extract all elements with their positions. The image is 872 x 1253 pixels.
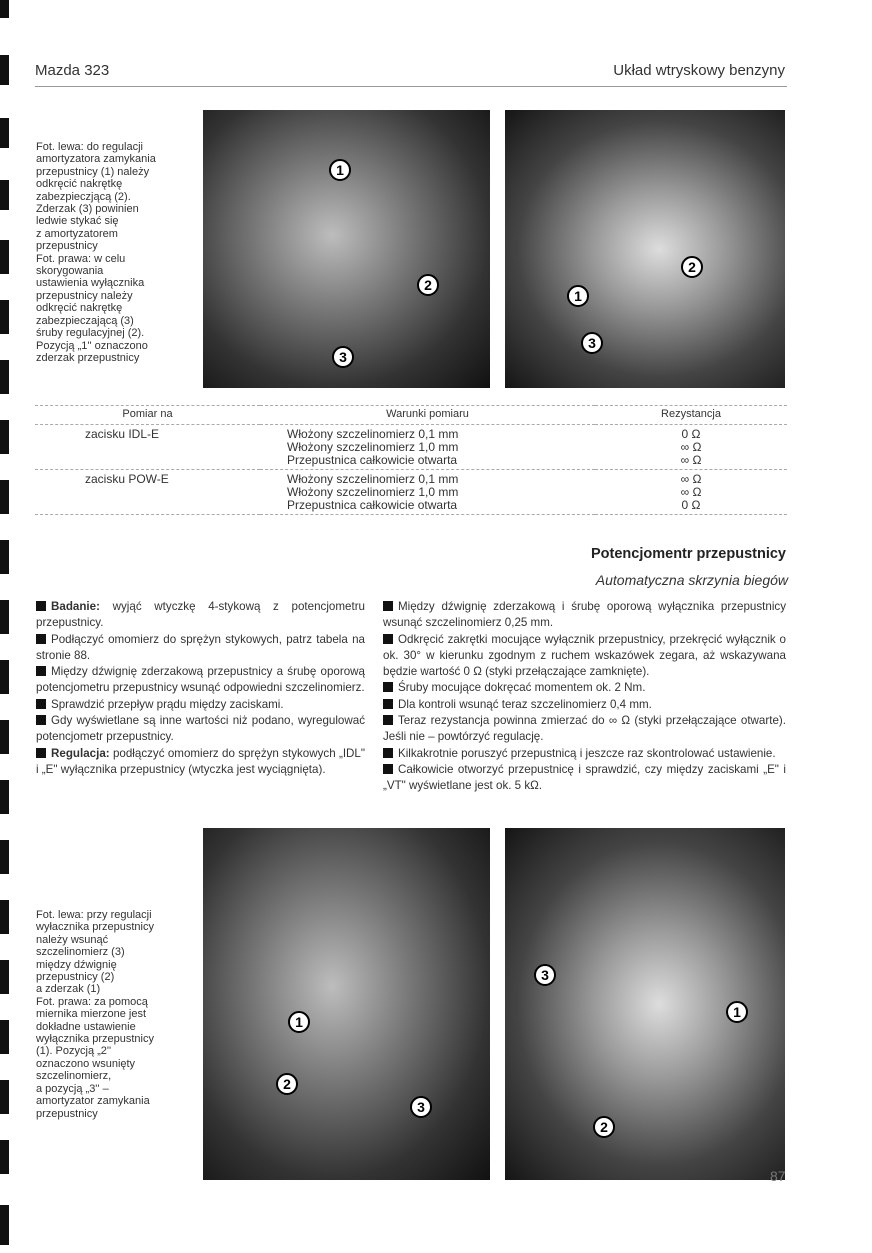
bullet-square-icon	[36, 748, 46, 758]
bullet-text: wyjąć wtyczkę 4-stykową z potencjometru przepustnicy.	[36, 600, 365, 630]
photo-throttle-left-top	[203, 110, 490, 388]
table-cell: Włożony szczelinomierz 1,0 mm	[287, 485, 459, 499]
callout: 1	[329, 159, 351, 181]
bullet-text: Kilkakrotnie poruszyć przepustnicą i jeszcze raz skontrolować ustawienie.	[398, 746, 776, 760]
table-cell: 0 Ω	[681, 427, 701, 441]
bullet-text: Odkręcić zakrętki mocujące wyłącznik przepustnicy, przekręcić wyłącznik o ok. 30° w kierunku zgodnym z ruchem wskazówek zegara, aż wskazywana będzie wartość 0 Ω (styki przełączające zamknięte).	[383, 632, 786, 679]
bullet-paragraph	[36, 697, 365, 713]
caption-line: zderzak przepustnicy	[36, 351, 140, 364]
caption-line: (1). Pozycją „2''	[36, 1045, 112, 1058]
bullet-square-icon	[36, 601, 46, 611]
caption-line: Pozycją „1'' oznaczono	[36, 339, 148, 352]
bullet-square-icon	[383, 715, 393, 725]
callout: 3	[410, 1096, 432, 1118]
header-right: Układ wtryskowy benzyny	[613, 62, 785, 79]
photo-throttle-right-top	[505, 110, 785, 388]
bullet-paragraph	[383, 632, 786, 681]
resistance-table	[35, 405, 787, 515]
col-header: Warunki pomiaru	[260, 406, 595, 425]
table-cell: ∞ Ω	[680, 440, 702, 454]
caption-line: Fot. lewa: przy regulacji	[36, 909, 152, 921]
caption-line: amortyzatora zamykania	[36, 153, 156, 166]
bullet-paragraph	[383, 746, 786, 762]
bullet-paragraph	[36, 599, 365, 632]
bullet-square-icon	[383, 764, 393, 774]
bullet-paragraph	[36, 746, 365, 779]
caption-line: przepustnicy (2)	[36, 971, 115, 984]
header-left: Mazda 323	[35, 62, 110, 79]
bullet-text: Między dźwignię zderzakową przepustnicy a śrubę oporową potencjometru przepustnicy wsunąć odpowiedni szczelinomierz.	[36, 665, 365, 695]
bullet-square-icon	[383, 682, 393, 692]
bullet-text: podłączyć omomierz do sprężyn stykowych „IDL" i „E" wyłącznika przepustnicy (wtyczka jest wyciągnięta).	[36, 746, 365, 776]
callout: 1	[288, 1011, 310, 1033]
bullet-square-icon	[36, 634, 46, 644]
caption-line: przepustnicy (1) należy	[36, 165, 150, 178]
table-cell: ∞ Ω	[680, 485, 702, 499]
caption-line: wyłącznika przepustnicy	[36, 1033, 154, 1046]
bullet-paragraph	[383, 680, 786, 696]
page-number: 87	[770, 1168, 786, 1184]
caption-line: należy wsunąć	[36, 933, 109, 946]
callout: 1	[567, 285, 589, 307]
bullet-square-icon	[36, 715, 46, 725]
caption-line: a pozycją „3'' –	[36, 1082, 109, 1095]
caption-line: śruby regulacyjnej (2).	[36, 327, 145, 340]
bullet-label: Badanie:	[51, 600, 100, 613]
caption-line: między dźwignię	[36, 958, 117, 971]
bullet-paragraph	[383, 697, 786, 713]
callout: 2	[417, 274, 439, 296]
callout: 2	[593, 1116, 615, 1138]
table-cell: zacisku IDL-E	[85, 427, 160, 441]
caption-line: Fot. lewa: do regulacji	[36, 141, 143, 153]
table-cell: Przepustnica całkowicie otwarta	[260, 454, 595, 470]
bullet-square-icon	[383, 634, 393, 644]
caption-line: ustawienia wyłącznika	[36, 277, 145, 290]
caption-top	[36, 141, 206, 364]
bullet-paragraph	[383, 713, 786, 746]
header-divider	[35, 86, 787, 87]
bullet-paragraph	[383, 599, 786, 632]
caption-line: szczelinomierz (3)	[36, 946, 125, 959]
caption-line: odkręcić nakrętkę	[36, 178, 123, 191]
bullet-paragraph	[36, 632, 365, 665]
bullet-paragraph	[36, 664, 365, 697]
caption-line: amortyzator zamykania	[36, 1095, 150, 1108]
caption-line: odkręcić nakrętkę	[36, 302, 123, 315]
bullet-square-icon	[383, 699, 393, 709]
bullet-text: Teraz rezystancja powinna zmierzać do ∞ Ω (styki przełączające otwarte). Jeśli nie – powtórzyć regulację.	[383, 714, 786, 744]
caption-line: przepustnicy należy	[36, 289, 133, 302]
caption-line: przepustnicy	[36, 240, 98, 253]
bullet-text: Dla kontroli wsunąć teraz szczelinomierz 0,4 mm.	[398, 697, 652, 711]
col-header: Pomiar na	[35, 406, 260, 425]
bullet-paragraph	[383, 762, 786, 795]
bullet-square-icon	[36, 666, 46, 676]
table-cell: ∞ Ω	[595, 454, 787, 470]
caption-line: miernika mierzone jest	[36, 1008, 147, 1021]
bullet-text: Całkowicie otworzyć przepustnicę i sprawdzić, czy między zaciskami „E" i „VT" wyświetlane jest ok. 5 kΩ.	[383, 762, 786, 793]
bullet-label: Regulacja:	[51, 746, 110, 760]
caption-line: a zderzak (1)	[36, 983, 101, 996]
caption-line: Fot. prawa: w celu	[36, 252, 126, 265]
caption-line: Fot. prawa: za pomocą	[36, 995, 148, 1008]
table-cell: Włożony szczelinomierz 1,0 mm	[287, 440, 459, 454]
bullet-text: Między dźwignię zderzakową i śrubę oporową wyłącznika przepustnicy wsunąć szczelinomierz 0,25 mm.	[383, 600, 786, 630]
caption-line: z amortyzatorem	[36, 227, 118, 240]
table-cell: Włożony szczelinomierz 0,1 mm	[287, 472, 459, 486]
caption-line: Zderzak (3) powinien	[36, 203, 139, 216]
caption-line: szczelinomierz,	[36, 1070, 112, 1083]
table-cell: 0 Ω	[595, 499, 787, 515]
table-cell: ∞ Ω	[680, 472, 702, 486]
bullet-text: Podłączyć omomierz do sprężyn stykowych, patrz tabela na stronie 88.	[36, 632, 365, 662]
callout: 2	[681, 256, 703, 278]
caption-line: oznaczono wsunięty	[36, 1057, 136, 1070]
photo-engine-left-bottom	[203, 828, 490, 1180]
bullet-square-icon	[383, 748, 393, 758]
caption-bottom	[36, 909, 206, 1120]
section-title: Potencjomentr przepustnicy	[591, 546, 786, 562]
photo-engine-right-bottom	[505, 828, 785, 1180]
callout: 3	[332, 346, 354, 368]
caption-line: skorygowania	[36, 265, 104, 278]
caption-line: ledwie stykać się	[36, 215, 119, 228]
caption-line: zabezpieczjącą (2).	[36, 190, 131, 203]
caption-line: zabezpieczającą (3)	[36, 314, 134, 327]
caption-line: przepustnicy	[36, 1107, 98, 1120]
bullet-square-icon	[383, 601, 393, 611]
table-cell: zacisku POW-E	[85, 472, 169, 486]
callout: 3	[534, 964, 556, 986]
callout: 1	[726, 1001, 748, 1023]
col-header: Rezystancja	[595, 406, 787, 425]
left-column	[36, 599, 365, 778]
right-column	[383, 599, 786, 795]
bullet-text: Gdy wyświetlane są inne wartości niż podano, wyregulować potencjometr przepustnicy.	[36, 714, 365, 744]
callout: 2	[276, 1073, 298, 1095]
caption-line: wyłacznika przepustnicy	[36, 921, 154, 934]
callout: 3	[581, 332, 603, 354]
caption-line: dokładne ustawienie	[36, 1020, 136, 1033]
bullet-paragraph	[36, 713, 365, 746]
table-cell: Włożony szczelinomierz 0,1 mm	[287, 427, 459, 441]
bullet-text: Śruby mocujące dokręcać momentem ok. 2 Nm.	[398, 681, 646, 695]
bullet-square-icon	[36, 699, 46, 709]
table-cell: Przepustnica całkowicie otwarta	[260, 499, 595, 515]
bullet-text: Sprawdzić przepływ prądu między zaciskami.	[51, 697, 284, 711]
section-subtitle: Automatyczna skrzynia biegów	[595, 572, 788, 588]
